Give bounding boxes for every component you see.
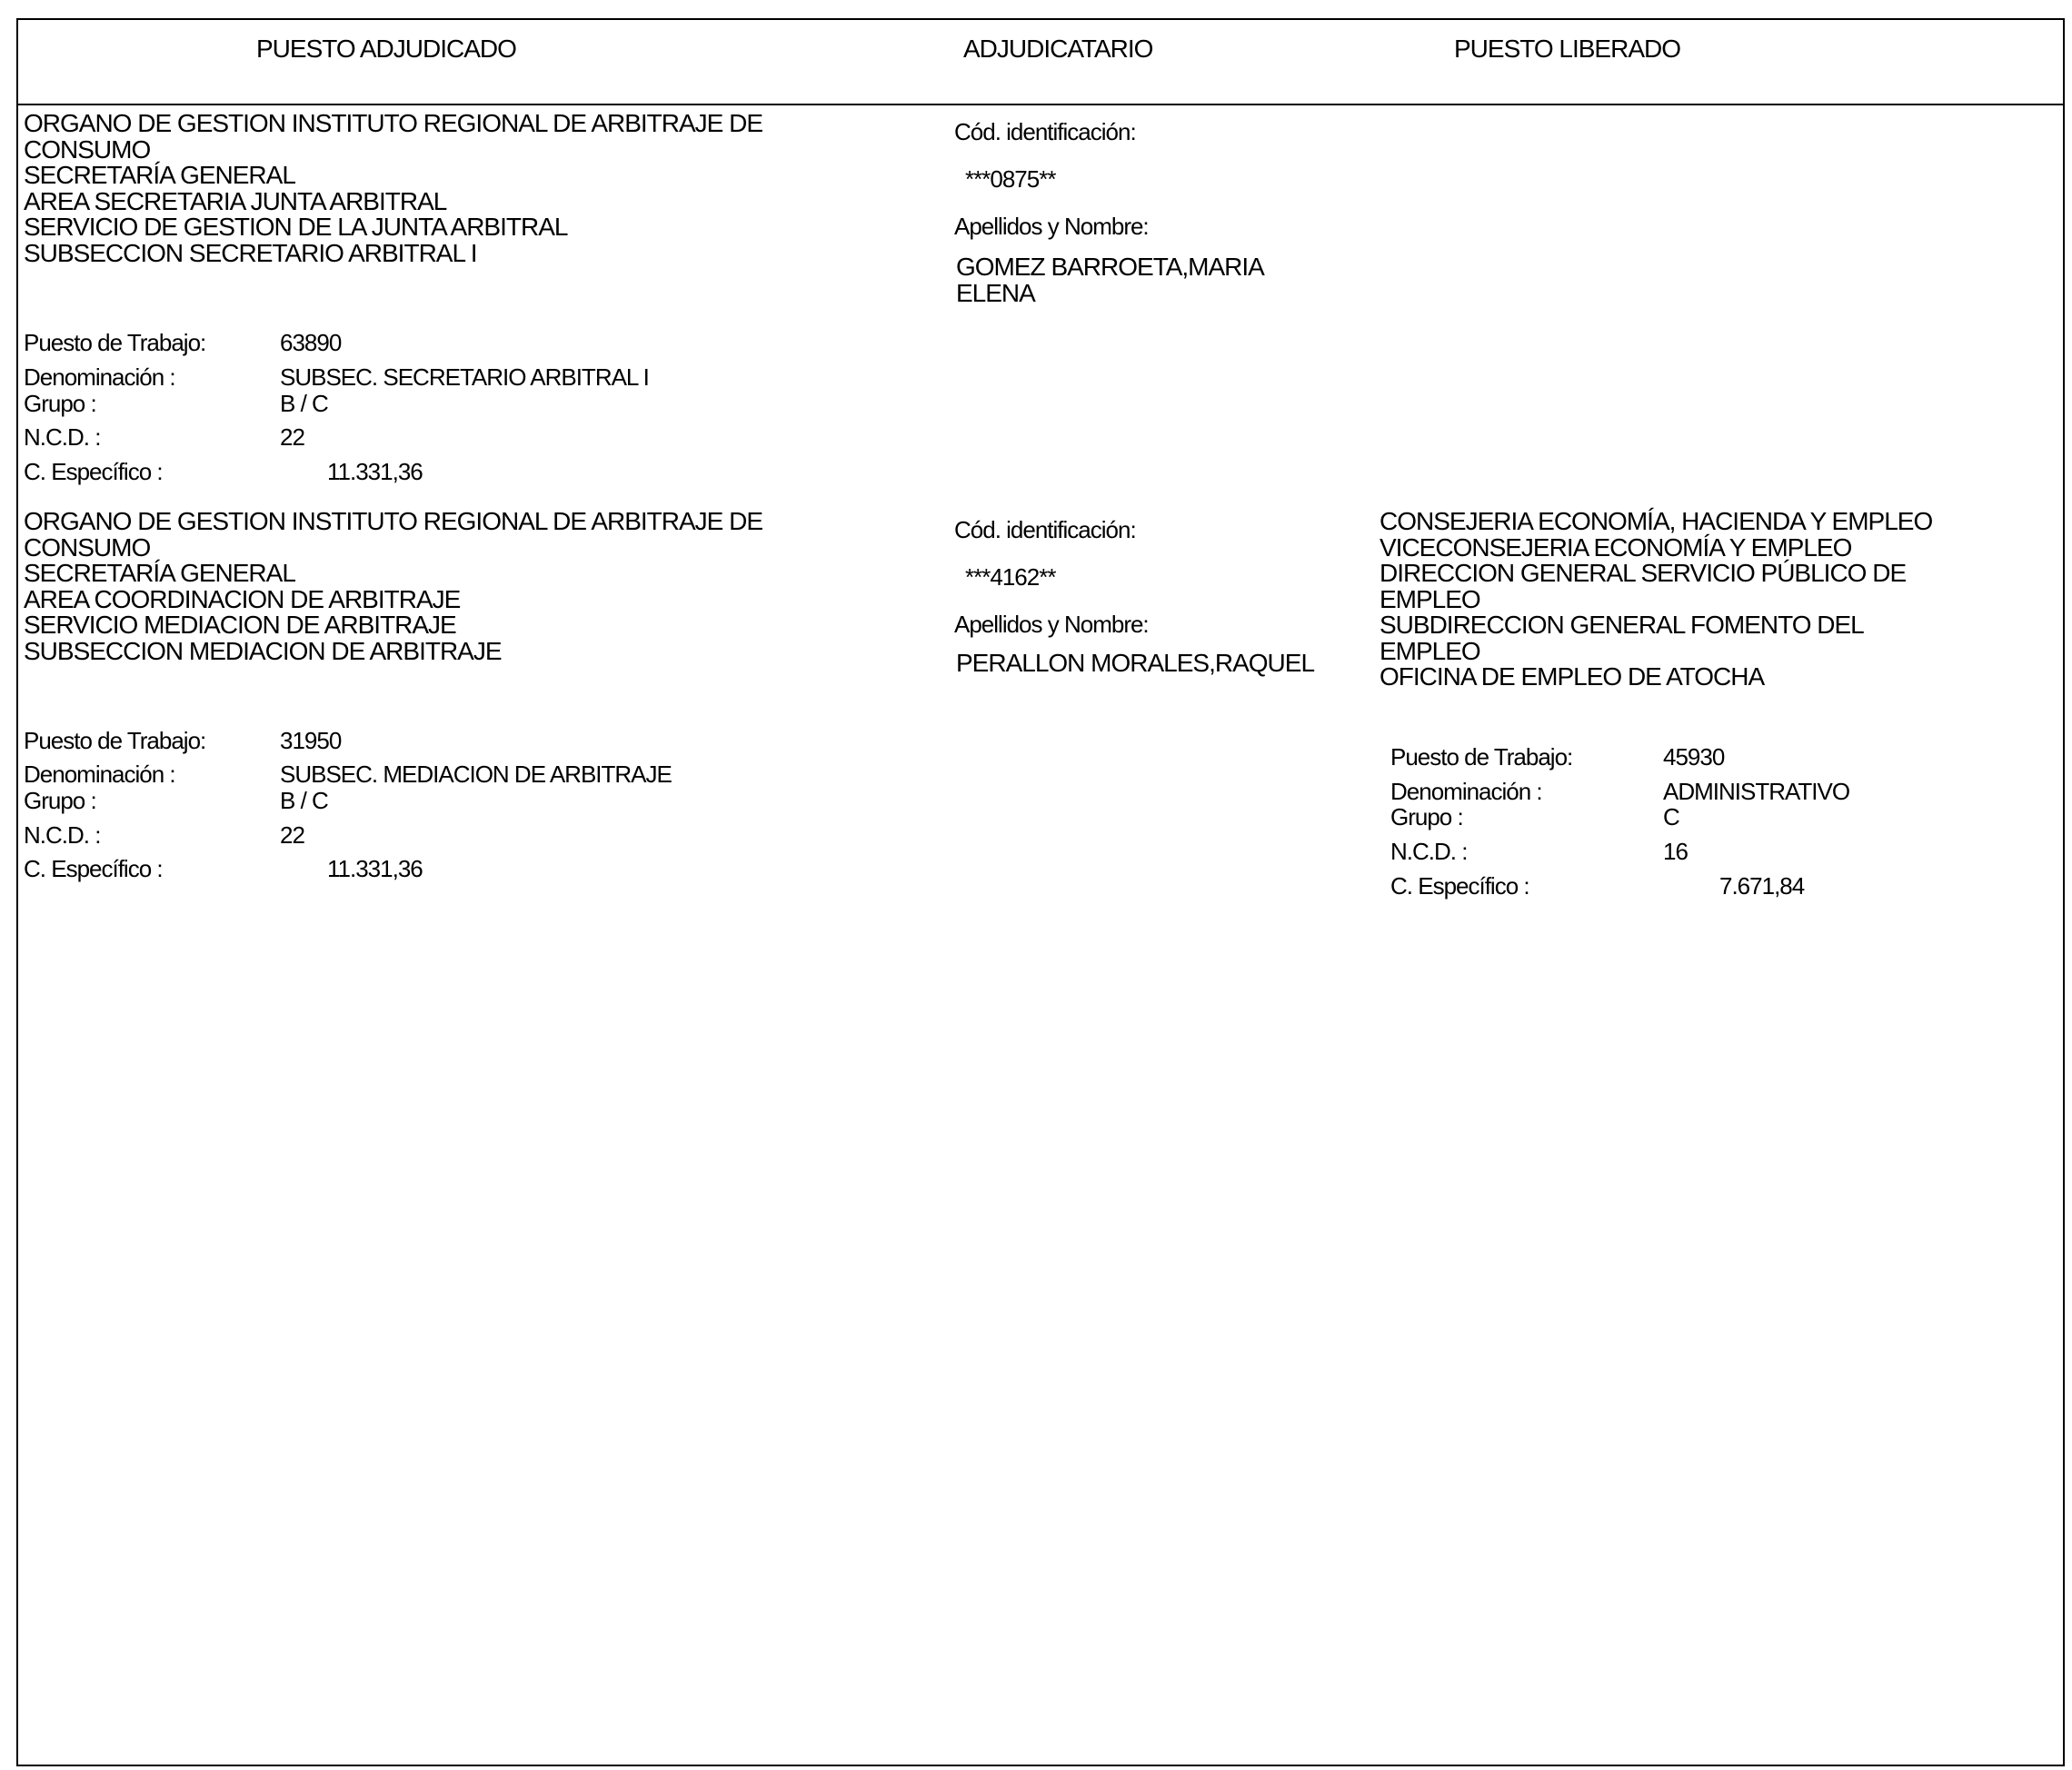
value-ncd: 22 [280,821,304,849]
org-line: SERVICIO MEDIACION DE ARBITRAJE [24,611,456,639]
value-apellidos-nombre [956,651,1314,677]
liberado-value-grupo: C [1663,803,1679,830]
label-c-especifico: C. Específico : [24,855,163,882]
entry-1-org-block [24,111,762,266]
label-cod-identificacion: Cód. identificación: [954,118,1136,145]
org-line: DIRECCION GENERAL SERVICIO PÚBLICO DE [1380,559,1907,587]
header-divider [16,104,2065,105]
label-denominacion: Denominación : [24,761,175,788]
name-line: PERALLON MORALES,RAQUEL [956,649,1315,677]
label-puesto-de-trabajo: Puesto de Trabajo: [24,329,206,356]
org-line: ORGANO DE GESTION INSTITUTO REGIONAL DE ARBITRAJE DE [24,507,763,535]
name-line: ELENA [956,278,1035,307]
value-ncd: 22 [280,423,304,451]
org-line: EMPLEO [1380,584,1480,613]
liberado-value-denominacion: ADMINISTRATIVO [1663,778,1850,805]
org-line: CONSUMO [24,134,151,164]
org-line: EMPLEO [1380,636,1480,665]
label-denominacion: Denominación : [1390,778,1542,805]
value-c-especifico: 11.331,36 [327,458,423,485]
label-grupo: Grupo : [24,390,96,417]
label-grupo: Grupo : [24,787,96,814]
value-grupo: B / C [280,787,328,814]
org-line: CONSUMO [24,532,151,562]
value-apellidos-nombre [956,254,1264,306]
org-line: SECRETARÍA GENERAL [24,559,295,587]
liberado-value-puesto-de-trabajo: 45930 [1663,743,1725,771]
label-cod-identificacion: Cód. identificación: [954,516,1136,543]
label-apellidos-nombre: Apellidos y Nombre: [954,611,1149,638]
name-line: GOMEZ BARROETA,MARIA [956,253,1264,281]
header-puesto-adjudicado: PUESTO ADJUDICADO [256,35,516,63]
label-puesto-de-trabajo: Puesto de Trabajo: [24,727,206,754]
header-puesto-liberado: PUESTO LIBERADO [1454,35,1681,63]
value-cod-identificacion: ***4162** [965,563,1056,591]
org-line: OFICINA DE EMPLEO DE ATOCHA [1380,662,1765,691]
org-line: VICECONSEJERIA ECONOMÍA Y EMPLEO [1380,532,1852,562]
label-ncd: N.C.D. : [24,821,101,849]
label-ncd: N.C.D. : [24,423,101,451]
label-denominacion: Denominación : [24,363,175,391]
label-c-especifico: C. Específico : [1390,872,1529,900]
org-line: ORGANO DE GESTION INSTITUTO REGIONAL DE ARBITRAJE DE [24,109,763,137]
org-line: SUBDIRECCION GENERAL FOMENTO DEL [1380,611,1864,639]
org-line: SERVICIO DE GESTION DE LA JUNTA ARBITRAL [24,213,568,241]
liberado-value-ncd: 16 [1663,838,1688,865]
value-grupo: B / C [280,390,328,417]
label-grupo: Grupo : [1390,803,1463,830]
org-line: AREA SECRETARIA JUNTA ARBITRAL [24,186,447,215]
label-ncd: N.C.D. : [1390,838,1468,865]
value-puesto-de-trabajo: 63890 [280,329,342,356]
org-line: SUBSECCION SECRETARIO ARBITRAL I [24,238,477,267]
liberado-org-block [1380,509,1932,691]
value-denominacion: SUBSEC. MEDIACION DE ARBITRAJE [280,761,672,788]
value-puesto-de-trabajo: 31950 [280,727,342,754]
label-puesto-de-trabajo: Puesto de Trabajo: [1390,743,1573,771]
label-apellidos-nombre: Apellidos y Nombre: [954,213,1149,240]
org-line: SECRETARÍA GENERAL [24,161,295,189]
value-cod-identificacion: ***0875** [965,165,1056,193]
label-c-especifico: C. Específico : [24,458,163,485]
liberado-value-c-especifico: 7.671,84 [1719,872,1805,900]
entry-2-org-block [24,509,762,664]
org-line: AREA COORDINACION DE ARBITRAJE [24,584,461,613]
org-line: CONSEJERIA ECONOMÍA, HACIENDA Y EMPLEO [1380,507,1933,535]
value-denominacion: SUBSEC. SECRETARIO ARBITRAL I [280,363,649,391]
value-c-especifico: 11.331,36 [327,855,423,882]
header-adjudicatario: ADJUDICATARIO [963,35,1153,63]
org-line: SUBSECCION MEDIACION DE ARBITRAJE [24,636,502,665]
